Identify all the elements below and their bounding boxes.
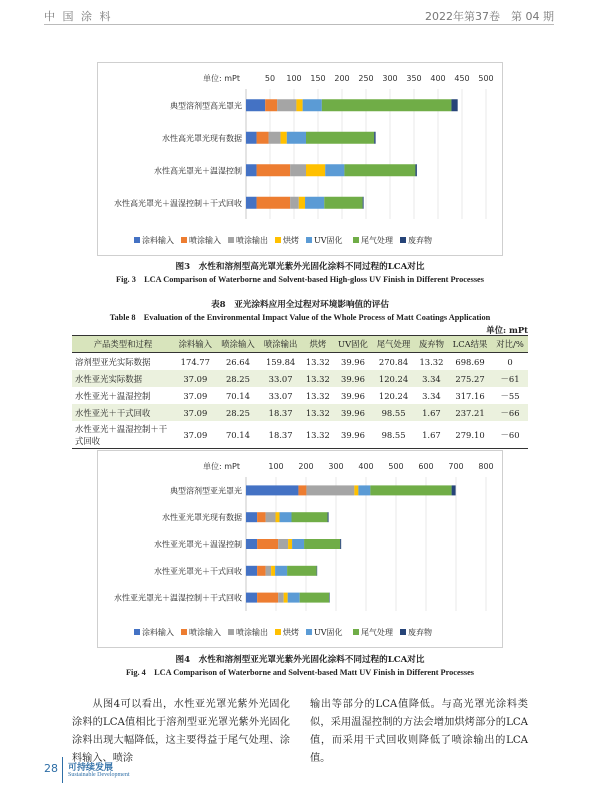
- bar-segment: [246, 197, 257, 209]
- tick-label: 100: [286, 74, 302, 83]
- legend-label: 涂料输入: [142, 236, 174, 245]
- bar-segment: [306, 132, 374, 144]
- table-8-caption-zh: 表8 亚光涂料应用全过程对环境影响值的评估: [211, 300, 389, 310]
- tick-label: 400: [358, 462, 374, 471]
- bar-segment: [288, 539, 292, 549]
- table-header-cell: LCA结果: [448, 336, 492, 353]
- legend-swatch: [134, 629, 140, 635]
- bar-segment: [317, 566, 318, 576]
- bar-segment: [374, 132, 375, 144]
- legend-label: 喷涂输出: [236, 628, 268, 637]
- table-cell: 37.09: [174, 421, 217, 449]
- figure-4-svg: [98, 451, 502, 647]
- bar-segment: [246, 566, 257, 576]
- category-label: 水性亚光罩光现有数据: [162, 513, 242, 523]
- table-cell: 1.67: [415, 421, 448, 449]
- tick-label: 300: [382, 74, 398, 83]
- bar-segment: [328, 512, 329, 522]
- bar-segment: [304, 539, 340, 549]
- bar-segment: [340, 539, 341, 549]
- table-cell: 26.64: [225, 356, 250, 367]
- table-header-cell: 喷涂输出: [259, 336, 302, 353]
- legend-swatch: [228, 237, 234, 243]
- figure-4-chart: [97, 450, 503, 648]
- category-label: 水性亚光罩光＋干式回收: [154, 566, 242, 576]
- table-cell: 28.25: [217, 370, 260, 387]
- table-cell: 13.32: [305, 356, 330, 367]
- table-cell: 98.55: [372, 421, 415, 449]
- table-cell: 13.32: [302, 421, 334, 449]
- table-cell: 13.32: [302, 404, 334, 421]
- bar-segment: [284, 593, 288, 603]
- bar-segment: [451, 99, 457, 111]
- bar-segment: [246, 485, 298, 495]
- legend-swatch: [306, 237, 312, 243]
- table-cell: 0: [507, 356, 513, 367]
- table-cell: 18.37: [259, 404, 302, 421]
- table-header-cell: 尾气处理: [372, 336, 415, 353]
- bar-segment: [299, 197, 305, 209]
- bar-segment: [246, 132, 257, 144]
- tick-label: 600: [418, 462, 434, 471]
- bar-segment: [265, 99, 277, 111]
- legend-swatch: [306, 629, 312, 635]
- bar-segment: [290, 197, 299, 209]
- bar-segment: [290, 164, 306, 176]
- table-header-cell: 涂料输入: [174, 336, 217, 353]
- bar-segment: [246, 164, 257, 176]
- table-cell: 237.21: [448, 404, 492, 421]
- figure-3-caption-zh: 图3 水性和溶剂型高光罩光紫外光固化涂料不同过程的LCA对比: [175, 262, 425, 272]
- tick-label: 200: [298, 462, 314, 471]
- bar-segment: [277, 99, 296, 111]
- bar-segment: [257, 539, 278, 549]
- category-label: 典型溶剂型亚光罩光: [170, 486, 242, 496]
- header-rule: [44, 24, 554, 25]
- table-cell: 水性亚光实际数据: [72, 370, 174, 387]
- tick-label: 500: [478, 74, 494, 83]
- legend-label: 尾气处理: [361, 236, 393, 245]
- table-row: [72, 387, 528, 404]
- table-header-cell: 产品类型和过程: [72, 336, 174, 353]
- bar-segment: [246, 99, 265, 111]
- table-cell: 275.27: [448, 370, 492, 387]
- tick-label: 450: [454, 74, 470, 83]
- table-row: [72, 404, 528, 421]
- table-cell: －66: [492, 404, 528, 421]
- legend-label: 烘烤: [283, 236, 299, 245]
- bar-segment: [354, 485, 358, 495]
- bar-segment: [415, 164, 416, 176]
- table-cell: 159.84: [265, 356, 296, 367]
- bar-segment: [344, 164, 415, 176]
- footer-rule: [62, 757, 63, 783]
- table-cell: 28.25: [217, 404, 260, 421]
- bar-segment: [257, 512, 265, 522]
- tick-label: 300: [328, 462, 344, 471]
- bar-segment: [266, 512, 276, 522]
- bar-segment: [306, 485, 354, 495]
- legend-label: 尾气处理: [361, 628, 393, 637]
- table-cell: 37.09: [174, 404, 217, 421]
- table-cell: 水性亚光＋干式回收: [72, 404, 174, 421]
- figure-4-caption-en: Fig. 4 LCA Comparison of Waterborne and Solvent-based Matt UV Finish in Different Processes: [125, 668, 475, 677]
- table-cell: 120.24: [378, 390, 409, 401]
- bar-segment: [275, 566, 287, 576]
- bar-segment: [300, 593, 330, 603]
- table-cell: 溶剂型亚光实际数据: [75, 356, 151, 367]
- legend-label: 涂料输入: [142, 628, 174, 637]
- legend-label: 废弃物: [408, 236, 432, 245]
- tick-label: 500: [388, 462, 404, 471]
- table-cell: 18.37: [259, 421, 302, 449]
- legend-swatch: [275, 629, 281, 635]
- table-cell: 698.69: [455, 356, 485, 367]
- bar-segment: [246, 539, 257, 549]
- body-paragraph-left: 从图4可以看出，水性亚光罩光紫外光固化涂料的LCA值相比于溶剂型亚光罩光紫外光固化涂料出现大幅降低，这主要得益于尾气处理、涂料输入、喷涂: [72, 699, 290, 764]
- legend-swatch: [181, 237, 187, 243]
- bar-segment: [246, 593, 257, 603]
- category-label: 水性亚光罩光＋温湿控制＋干式回收: [114, 593, 242, 603]
- tick-label: 700: [448, 462, 464, 471]
- table-header-row: [72, 336, 528, 353]
- bar-segment: [306, 164, 325, 176]
- bar-segment: [322, 99, 452, 111]
- bar-segment: [288, 593, 300, 603]
- table-cell: 317.16: [455, 390, 485, 401]
- issue-info: 2022年第37卷 第 04 期: [425, 10, 554, 23]
- tick-label: 400: [430, 74, 446, 83]
- category-label: 水性高光罩光现有数据: [162, 133, 242, 143]
- bar-segment: [358, 485, 370, 495]
- table-cell: 70.14: [225, 390, 250, 401]
- table-cell: 33.07: [259, 370, 302, 387]
- bar-segment: [303, 99, 322, 111]
- tick-label: 50: [264, 74, 276, 83]
- figure-4-caption-zh: 图4 水性和溶剂型亚光罩光紫外光固化涂料不同过程的LCA对比: [175, 655, 425, 665]
- table-cell: 98.55: [372, 404, 415, 421]
- table-cell: 水性亚光＋温湿控制＋干式回收: [72, 421, 174, 449]
- table-cell: 174.77: [180, 356, 210, 367]
- table-8-caption-en: Table 8 Evaluation of the Environmental Impact Value of the Whole Process of Matt Coatings Application: [109, 313, 491, 322]
- table-cell: 39.96: [340, 356, 365, 367]
- table-header-cell: 废弃物: [415, 336, 448, 353]
- table-header-cell: UV固化: [334, 336, 373, 353]
- tick-label: 100: [268, 462, 284, 471]
- bar-segment: [363, 197, 364, 209]
- figure-3-caption-en: Fig. 3 LCA Comparison of Waterborne and Solvent-based High-gloss UV Finish in Different Processes: [116, 275, 484, 284]
- figure-3-chart: [97, 62, 503, 256]
- table-cell: 13.32: [305, 390, 330, 401]
- page-number: 28: [44, 762, 58, 775]
- table-cell: －61: [492, 370, 528, 387]
- category-label: 水性亚光罩光＋温湿控制: [154, 540, 242, 549]
- table-row: [72, 353, 528, 371]
- table-cell: －55: [500, 390, 520, 401]
- bar-segment: [280, 512, 292, 522]
- legend-swatch: [400, 237, 406, 243]
- table-header-cell: 对比/%: [492, 336, 528, 353]
- legend-label: UV固化: [314, 236, 343, 245]
- tick-label: 250: [358, 74, 374, 83]
- unit-label: 单位: mPt: [203, 74, 240, 83]
- category-label: 典型溶剂型高光罩光: [170, 101, 242, 111]
- table-8-unit: 单位: mPt: [486, 325, 528, 335]
- legend-swatch: [275, 237, 281, 243]
- legend-label: UV固化: [314, 628, 343, 637]
- legend-swatch: [134, 237, 140, 243]
- category-label: 水性高光罩光＋温湿控制＋干式回收: [114, 198, 242, 208]
- tick-label: 200: [334, 74, 350, 83]
- bar-segment: [276, 512, 280, 522]
- bar-segment: [292, 512, 328, 522]
- bar-segment: [287, 132, 306, 144]
- table-cell: 33.07: [268, 390, 293, 401]
- table-cell: 水性亚光＋温湿控制: [75, 390, 151, 401]
- table-cell: 39.96: [334, 370, 373, 387]
- bar-segment: [292, 539, 304, 549]
- table-cell: 3.34: [415, 370, 448, 387]
- legend-swatch: [228, 629, 234, 635]
- legend-label: 喷涂输出: [236, 236, 268, 245]
- table-cell: 37.09: [183, 390, 208, 401]
- table-8: [72, 335, 528, 449]
- table-cell: 3.34: [422, 390, 441, 401]
- legend-swatch: [400, 629, 406, 635]
- bar-segment: [278, 539, 288, 549]
- bar-segment: [269, 132, 281, 144]
- category-label: 水性高光罩光＋温湿控制: [154, 166, 242, 176]
- bar-segment: [257, 132, 269, 144]
- legend-swatch: [353, 237, 359, 243]
- journal-name: 中 国 涂 料: [44, 10, 113, 23]
- table-cell: 279.10: [448, 421, 492, 449]
- figure-3-svg: [98, 63, 502, 255]
- table-header-cell: 烘烤: [302, 336, 334, 353]
- bar-segment: [305, 197, 324, 209]
- table-cell: 1.67: [415, 404, 448, 421]
- bar-segment: [257, 593, 278, 603]
- table-cell: 13.32: [419, 356, 444, 367]
- tick-label: 350: [406, 74, 422, 83]
- legend-swatch: [353, 629, 359, 635]
- table-header-cell: 喷涂输入: [217, 336, 260, 353]
- bar-segment: [257, 566, 265, 576]
- table-cell: 39.96: [340, 390, 365, 401]
- bar-segment: [281, 132, 287, 144]
- table-row: [72, 370, 528, 387]
- bar-segment: [257, 164, 291, 176]
- table-cell: 37.09: [174, 370, 217, 387]
- legend-label: 废弃物: [408, 628, 432, 637]
- bar-segment: [287, 566, 317, 576]
- table-cell: 120.24: [372, 370, 415, 387]
- bar-segment: [324, 197, 362, 209]
- table-row: [72, 421, 528, 449]
- unit-label: 单位: mPt: [203, 462, 240, 471]
- table-cell: －60: [492, 421, 528, 449]
- bar-segment: [246, 512, 257, 522]
- legend-swatch: [181, 629, 187, 635]
- legend-label: 喷涂输入: [189, 628, 221, 637]
- legend-label: 烘烤: [283, 628, 299, 637]
- bar-segment: [278, 593, 284, 603]
- bar-segment: [296, 99, 302, 111]
- table-cell: 39.96: [334, 404, 373, 421]
- table-cell: 70.14: [217, 421, 260, 449]
- bar-segment: [452, 485, 456, 495]
- section-title-zh: 可持续发展: [68, 763, 114, 773]
- bar-segment: [329, 593, 330, 603]
- tick-label: 800: [478, 462, 494, 471]
- bar-segment: [266, 566, 272, 576]
- tick-label: 150: [310, 74, 326, 83]
- body-paragraph-right: 输出等部分的LCA值降低。与高光罩光涂料类似，采用温湿控制的方法会增加烘烤部分的LCA值，而采用干式回收则降低了喷涂输出的LCA值。: [310, 699, 528, 764]
- table-cell: 13.32: [302, 370, 334, 387]
- bar-segment: [257, 197, 291, 209]
- bar-segment: [325, 164, 344, 176]
- legend-label: 喷涂输入: [189, 236, 221, 245]
- table-cell: 270.84: [378, 356, 409, 367]
- bar-segment: [370, 485, 451, 495]
- bar-segment: [271, 566, 275, 576]
- table-cell: 39.96: [334, 421, 373, 449]
- bar-segment: [298, 485, 306, 495]
- section-title-en: Sustainable Development: [68, 772, 130, 778]
